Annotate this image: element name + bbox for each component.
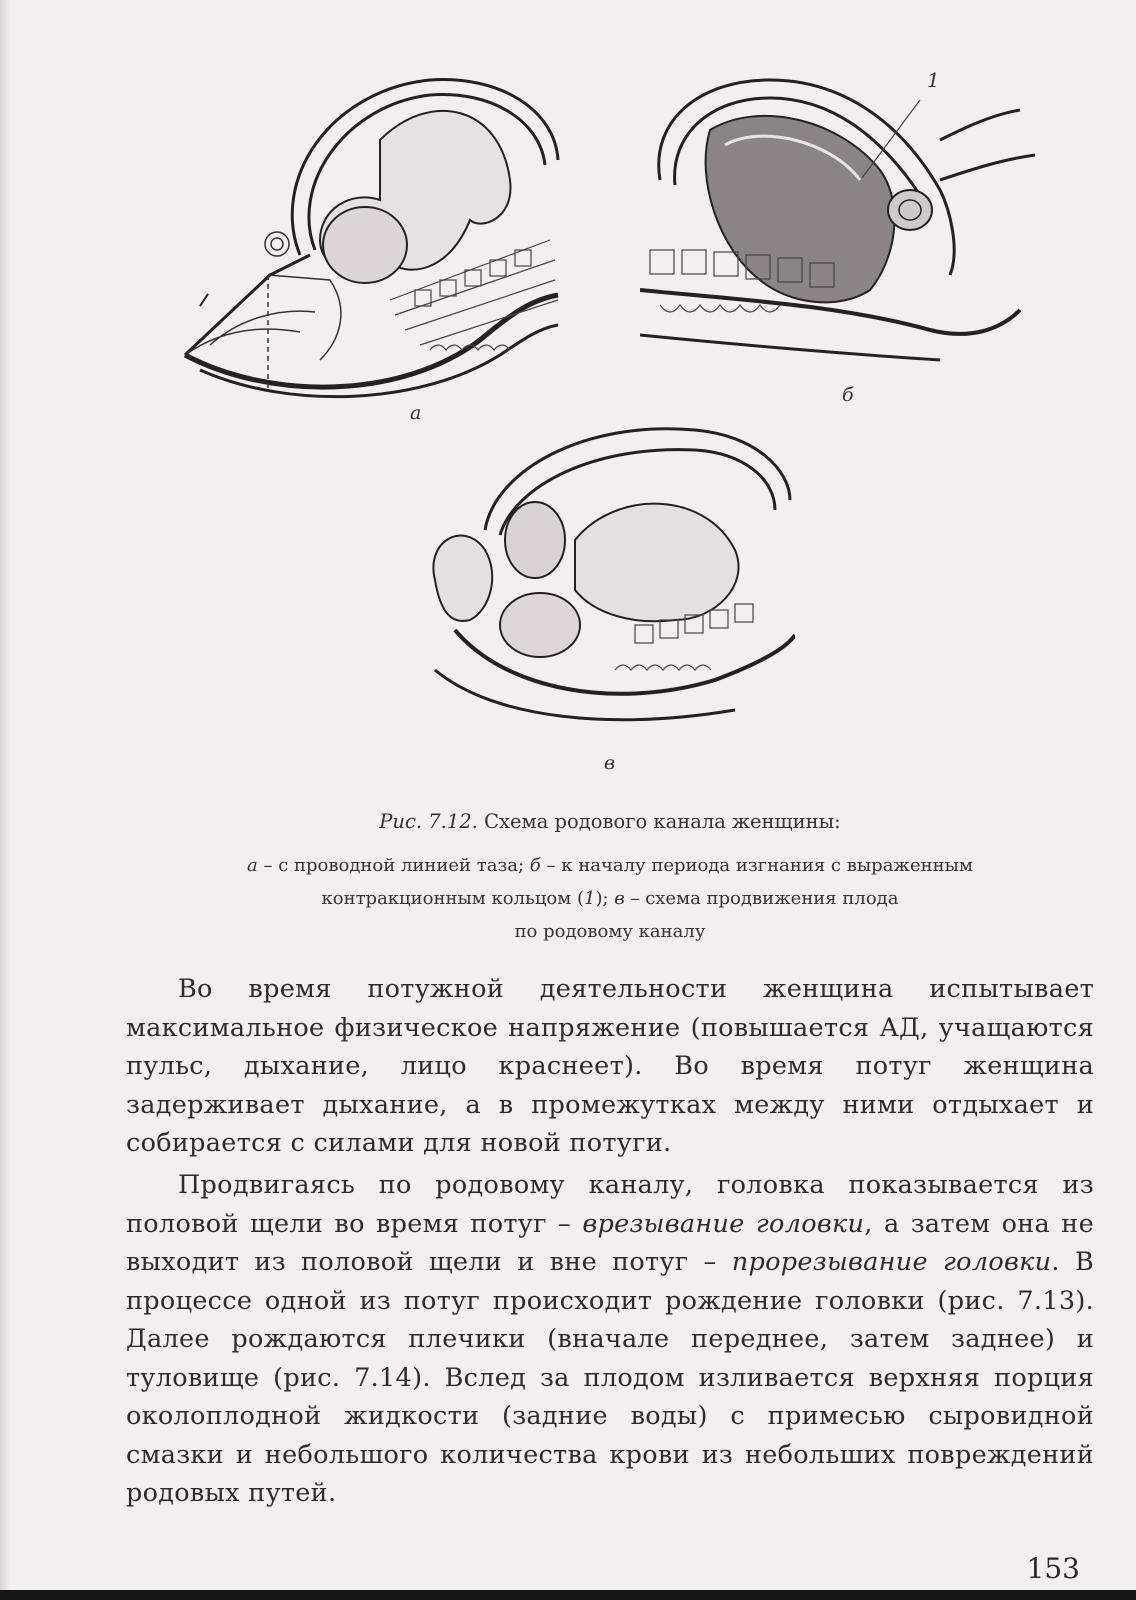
paragraph-2 — [126, 1166, 1094, 1513]
caption-marker-a: а — [247, 855, 258, 876]
paragraph-1-text: Во время потужной деятельности женщина испытывает максимальное физическое напряжение (повышается АД, учащаются пульс, дыхание, лицо краснеет). Во время потуг женщина задерживает дыхание, а в промежутках между ними отдыхает и собирается с силами для новой потуги. — [126, 974, 1094, 1158]
figure-caption-body — [130, 849, 1090, 948]
caption-marker-b: б — [529, 855, 541, 876]
caption-text-c: – схема продвижения плода — [624, 888, 899, 909]
figure-panel-c-label: в — [604, 752, 616, 774]
paragraph-2-part-2: , а затем она не выходит из половой щели и вне потуг – — [126, 1208, 1094, 1277]
page-number: 153 — [1026, 1552, 1080, 1585]
contraction-ring-callout: 1 — [927, 68, 940, 92]
figure-number: Рис. 7.12. — [379, 810, 478, 833]
figure-panel-a-label: а — [410, 402, 422, 424]
illustration-contraction-ring — [640, 60, 1040, 370]
caption-line-2 — [130, 882, 1090, 915]
paragraph-2-part-3: . В процессе одной из потуг происходит рождение головки (рис. 7.13). Далее рождаются плечики (вначале переднее, затем заднее) и туловище (рис. 7.14). Вслед за плодом изливается верхняя порция околоплодной жидкости (задние воды) с примесью сыровидной смазки и небольшого количества крови из небольших повреждений родовых путей. — [126, 1247, 1094, 1508]
term-crowning: прорезывание головки — [731, 1247, 1052, 1277]
illustration-fetal-descent — [415, 420, 795, 740]
scan-bottom-edge — [0, 1590, 1136, 1600]
figure-panel-a — [180, 70, 560, 410]
caption-text-a: – с проводной линией таза; — [257, 855, 530, 876]
figure-panel-c — [415, 420, 795, 740]
figure-panel-b — [640, 60, 1040, 370]
paragraph-2-text — [126, 1166, 1094, 1513]
figure-panel-b-label: б — [842, 384, 854, 406]
caption-text-ring: контракционным кольцом ( — [321, 888, 584, 909]
caption-ring-number: 1 — [584, 888, 596, 909]
paragraph-2-part-1: Продвигаясь по родовому каналу, головка показывается из половой щели во время потуг – — [126, 1170, 1094, 1239]
figure-caption-heading: Схема родового канала женщины: — [484, 810, 841, 833]
illustration-pelvis-axis — [180, 70, 560, 410]
caption-text-b: – к началу периода изгнания с выраженным — [540, 855, 973, 876]
paragraph-1 — [126, 970, 1094, 1163]
caption-line-1 — [130, 849, 1090, 882]
caption-text-mid: ); — [595, 888, 615, 909]
figure-caption-title — [130, 806, 1090, 837]
caption-marker-c: в — [614, 888, 625, 909]
term-crowning-onset: врезывание головки — [582, 1208, 865, 1239]
page-binding-edge — [0, 0, 10, 1600]
caption-line-3: по родовому каналу — [514, 921, 706, 942]
